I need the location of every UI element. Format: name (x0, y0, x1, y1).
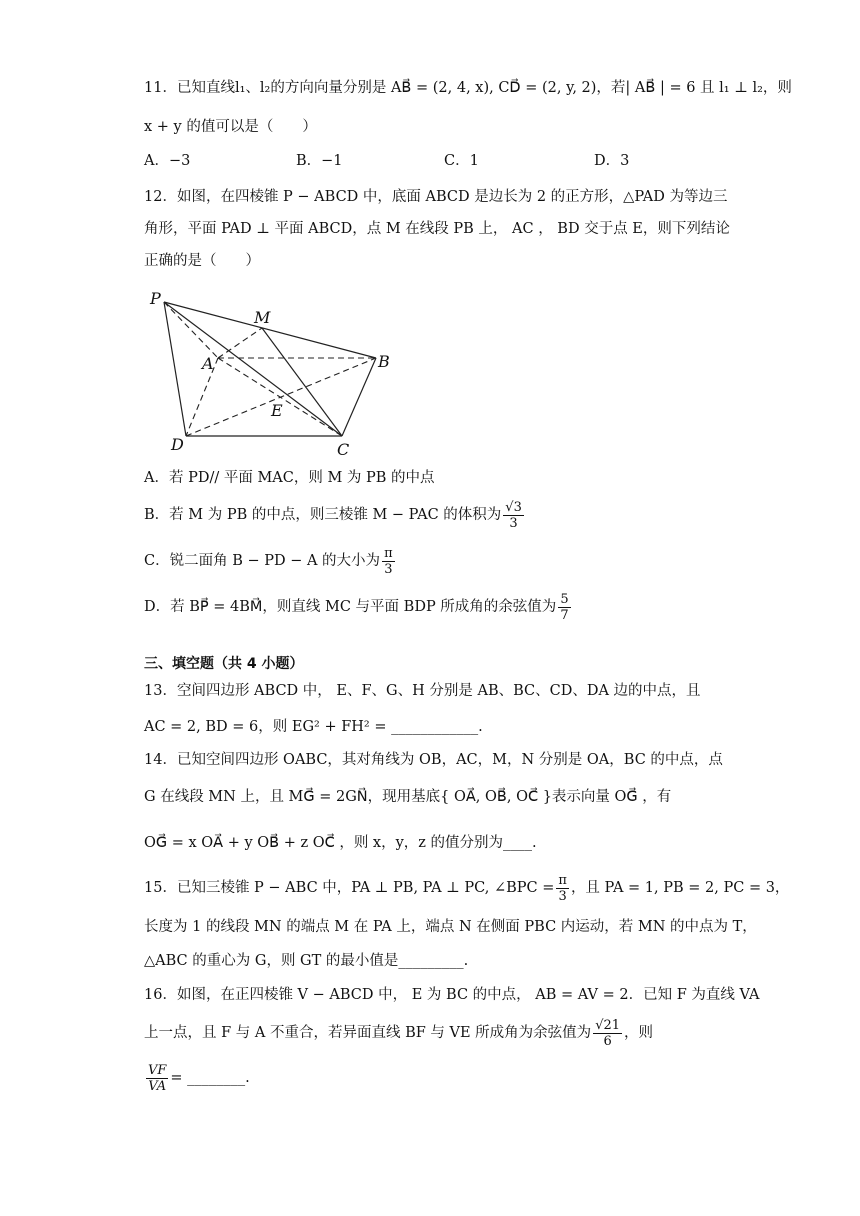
q16-line2-tail: ，则 (624, 1025, 654, 1041)
q14-line3: OG⃗ = x OA⃗ + y OB⃗ + z OC⃗ ，则 x，y，z 的值分别为____. (144, 835, 537, 851)
q12-line2: 角形，平面 PAD ⊥ 平面 ABCD，点 M 在线段 PB 上， AC ， BD 交于点 E，则下列结论 (144, 221, 730, 237)
q12-option-c (144, 543, 397, 579)
label-b: B (378, 352, 390, 371)
q16-ratio-fraction (146, 1063, 168, 1094)
label-d: D (171, 435, 184, 454)
q12-line3: 正确的是（ ） (144, 253, 260, 269)
q12-option-b (144, 497, 526, 533)
q11-option-a: A．−3 (144, 153, 191, 169)
frac-denominator: 6 (603, 1033, 612, 1049)
frac-denominator: 3 (558, 888, 567, 904)
frac-numerator: √21 (595, 1017, 621, 1033)
q16-line2 (144, 1013, 653, 1053)
frac-numerator: √3 (505, 499, 522, 515)
frac-numerator: VF (148, 1062, 167, 1078)
q15-line1-tail: ，且 PA = 1, PB = 2, PC = 3， (570, 880, 790, 896)
q13-line1: 13．空间四边形 ABCD 中， E、F、G、H 分别是 AB、BC、CD、DA 边的中点，且 (144, 683, 701, 699)
q15-fraction (556, 873, 569, 904)
frac-numerator: π (558, 872, 567, 888)
q12-option-d-fraction (558, 592, 570, 623)
label-c: C (337, 440, 350, 459)
q11-option-b: B．−1 (296, 153, 343, 169)
frac-denominator: 3 (509, 515, 518, 531)
q16-line3 (144, 1058, 250, 1098)
label-e: E (271, 401, 283, 420)
q12-option-a: A．若 PD// 平面 MAC，则 M 为 PB 的中点 (144, 470, 435, 486)
q12-option-c-text: C．锐二面角 B − PD − A 的大小为 (144, 553, 381, 569)
edge-pc (164, 302, 342, 436)
q11-option-c: C．1 (444, 153, 479, 169)
frac-numerator: π (384, 545, 393, 561)
q16-fraction (593, 1018, 622, 1049)
q12-line1: 12．如图，在四棱锥 P − ABCD 中，底面 ABCD 是边长为 2 的正方形，△PAD 为等边三 (144, 189, 728, 205)
frac-denominator: 7 (560, 607, 569, 623)
q15-line1-text: 15．已知三棱锥 P − ABC 中，PA ⊥ PB, PA ⊥ PC, ∠BPC = (144, 880, 555, 896)
q15-line2: 长度为 1 的线段 MN 的端点 M 在 PA 上，端点 N 在侧面 PBC 内运动，若 MN 的中点为 T， (144, 919, 757, 935)
q15-line1 (144, 870, 789, 906)
q14-line1: 14．已知空间四边形 OABC，其对角线为 OB，AC，M，N 分别是 OA，BC 的中点，点 (144, 752, 723, 768)
q16-line3-tail: = ________. (170, 1070, 250, 1086)
label-a: A (202, 354, 214, 373)
q11-line2: x + y 的值可以是（ ） (144, 119, 317, 135)
q12-option-b-fraction (503, 500, 524, 531)
pyramid-figure (140, 285, 410, 460)
edge-pd (164, 302, 186, 436)
q16-line2-text: 上一点，且 F 与 A 不重合，若异面直线 BF 与 VE 所成角为余弦值为 (144, 1025, 592, 1041)
frac-numerator: 5 (560, 591, 569, 607)
label-m: M (254, 308, 271, 327)
label-p: P (150, 289, 161, 308)
q11-line1: 11．已知直线l₁、l₂的方向向量分别是 AB⃗ = (2, 4, x), CD⃗ = (2, y, 2)，若| AB⃗ | = 6 且 l₁ ⊥ l₂，则 (144, 80, 792, 96)
edge-am-dashed (218, 328, 262, 358)
frac-denominator: VA (148, 1078, 167, 1094)
q13-line2: AC = 2, BD = 6，则 EG² + FH² = ____________. (144, 719, 483, 735)
frac-denominator: 3 (384, 561, 393, 577)
q11-option-d: D．3 (594, 153, 630, 169)
q12-option-c-fraction (382, 546, 395, 577)
q12-option-b-text: B．若 M 为 PB 的中点，则三棱锥 M − PAC 的体积为 (144, 507, 502, 523)
section-fill-in-title: 三、填空题（共 4 小题） (144, 656, 304, 672)
q12-option-d-text: D．若 BP⃗ = 4BM⃗，则直线 MC 与平面 BDP 所成角的余弦值为 (144, 599, 557, 615)
q15-line3: △ABC 的重心为 G，则 GT 的最小值是_________. (144, 953, 469, 969)
q12-option-d (144, 589, 573, 625)
q16-line1: 16．如图，在正四棱锥 V − ABCD 中， E 为 BC 的中点， AB = AV = 2．已知 F 为直线 VA (144, 987, 760, 1003)
q14-line2: G 在线段 MN 上，且 MG⃗ = 2GN⃗，现用基底{ OA⃗, OB⃗, OC⃗ }表示向量 OG⃗ ，有 (144, 789, 672, 805)
